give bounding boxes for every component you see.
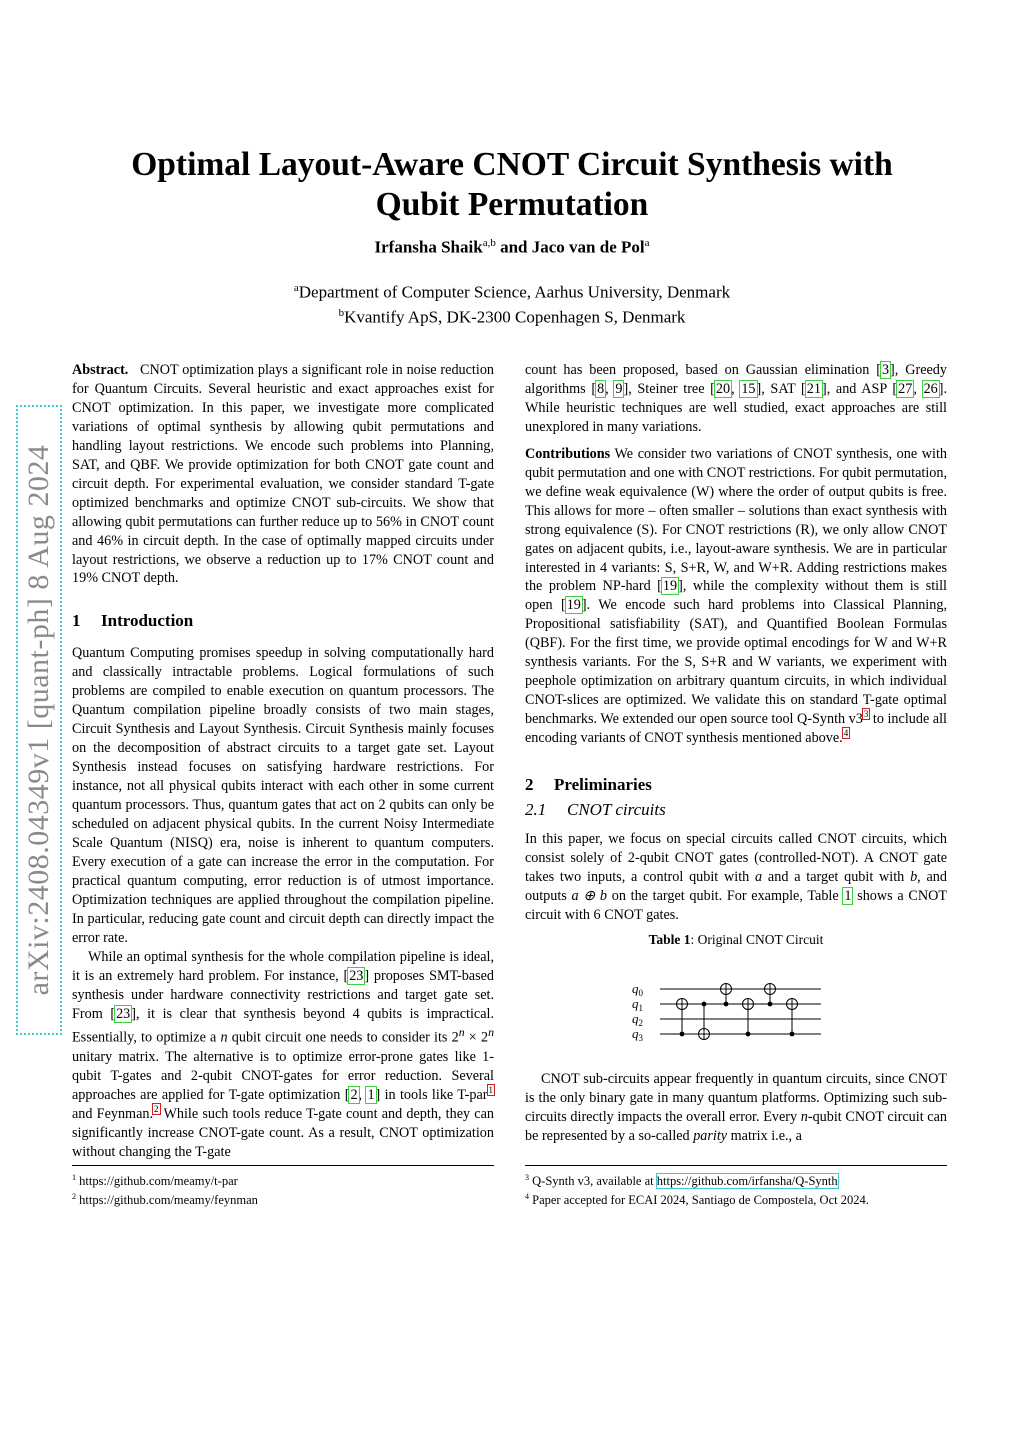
cnot-control-dot (790, 1031, 795, 1036)
citation-link[interactable]: 3 (881, 362, 890, 378)
right-column (525, 361, 947, 1146)
affiliations (0, 278, 1024, 327)
abstract: Abstract. CNOT optimization plays a significant role in noise reduction for Quantum Circuits. Several heuristic and exact approaches exist for CNOT optimization. In this paper, we investigate more complicated variations of optimal synthesis by allowing qubit permutations and handling layout restrictions. We encode such problems into Planning, SAT, and QBF. We provide optimization for both CNOT gate count and circuit depth. For experimental evaluation, we consider standard T-gate optimized benchmarks and optimize CNOT sub-circuits. We show that allowing qubit permutations can further reduce up to 56% in CNOT count and 46% in circuit depth. In the case of optimally mapped circuits under layout restrictions, we observe a reduction up to 17% CNOT count and 19% CNOT depth. (72, 362, 495, 587)
affiliation-1: $^a$Department of Computer Science, Aarhus University, Denmark (293, 282, 731, 302)
footnotes-left (72, 1170, 258, 1208)
footnote-link[interactable]: 1 (488, 1085, 494, 1096)
qubit-label: $q_2$ (632, 1010, 643, 1028)
prelim-paragraph-1: In this paper, we focus on special circuits called CNOT circuits, which consist solely of 2-qubit CNOT gates (controlled-NOT). A CNOT gate takes two inputs, a control qubit with a and a target qubit with b, and outputs a ⊕ b on the target qubit. For example, Table 1 shows a CNOT circuit with 6 CNOT gates. (525, 830, 948, 923)
footnote-link[interactable]: 3 (863, 709, 869, 720)
cnot-control-dot (746, 1031, 751, 1036)
qubit-label: $q_3$ (632, 1025, 643, 1043)
citation-link[interactable]: 23 (349, 967, 364, 984)
cnot-control-dot (724, 1001, 729, 1006)
citation-link[interactable]: 23 (116, 1005, 131, 1022)
table-1-caption: Table 1: Original CNOT Circuit (648, 931, 824, 947)
cnot-control-dot (768, 1001, 773, 1006)
citation-link[interactable]: 2 (350, 1087, 358, 1104)
arxiv-id: arXiv:2408.04349v1 [quant-ph] 8 Aug 2024 (22, 444, 55, 996)
cnot-control-dot (680, 1031, 685, 1036)
contributions-paragraph: Contributions We consider two variations of CNOT synthesis, one with qubit permutation and one with CNOT restrictions. For qubit permutation, we define weak equivalence (W) where the order of output qubits is free. This allows for more – often smaller – solutions than exact synthesis with strong equivalence (S). For CNOT restrictions (R), we only allow CNOT gates on adjacent qubits, i.e., layout-aware synthesis. We are in particular interested in 4 variants: S, S+R, W, and W+R. Adding restrictions makes the problem NP-hard [19], while the complexity without them is still open [19]. We encode such hard problems into Classical Planning, Propositional satisfiability (SAT), and Quantified Boolean Formulas (QBF). For the first time, we provide optimal encodings for W and W+R synthesis variants. For the S, S+R and W variants, we experiment with peephole optimization on arbitrary quantum circuits, in which individual CNOT-slices are optimized. We validate this on standard T-gate optimal benchmarks. We extended our open source tool Q-Synth v3$^3$ to include all encoding variants of CNOT synthesis mentioned above.$^4$ (525, 445, 947, 747)
footnote-rule-left (72, 1165, 494, 1166)
authors: Irfansha Shaik$^{a,b}$ and Jaco van de Pol$^a$ (374, 237, 650, 257)
intro-paragraph-2: While an optimal synthesis for the whole compilation pipeline is ideal, it is an extremely hard problem. For instance, [23] proposes SMT-based synthesis under hardware connectivity restrictions and target gate set. From [23], it is clear that synthesis beyond 4 qubits is impractical. Essentially, to optimize a n qubit circuit one needs to consider its $2^n \times 2^n$ unitary matrix. The alternative is to optimize error-prone gates like 1-qubit T-gates and 2-qubit CNOT-gates for error reduction. Several approaches are applied for T-gate optimization [2, 1] in tools like T-par$^1$ and Feynman.$^2$ While such tools reduce T-gate count and depth, they can significantly increase CNOT-gate count. As a result, CNOT optimization without changing the T-gate (72, 948, 494, 1160)
qubit-label: $q_1$ (632, 995, 643, 1013)
citation-link[interactable]: 26 (923, 380, 938, 397)
related-work-paragraph: count has been proposed, based on Gaussian elimination [3], Greedy algorithms [8, 9], Steiner tree [20, 15], SAT [21], and ASP [27, 26]. While heuristic techniques are well studied, exact approaches are still unexplored in many variations. (525, 362, 948, 435)
citation-link[interactable]: 20 (715, 380, 731, 397)
left-column (72, 361, 494, 1162)
footnote-3: $^3$ Q-Synth v3, available at https://github.com/irfansha/Q-Synth (525, 1173, 838, 1189)
table-link[interactable]: 1 (844, 887, 852, 904)
paper-title: Optimal Layout-Aware CNOT Circuit Synthesis with Qubit Permutation (131, 146, 893, 223)
author-1: Irfansha Shaik (374, 237, 483, 257)
citation-link[interactable]: 15 (741, 380, 756, 397)
footnote-1: $^1$ https://github.com/meamy/t-par (72, 1173, 238, 1189)
citation-link[interactable]: 19 (662, 578, 678, 595)
prelim-paragraph-2: CNOT sub-circuits appear frequently in quantum circuits, since CNOT is the only binary gate in many quantum platforms. Optimizing such sub-circuits directly impacts the overall error. Every n-qubit CNOT circuit can be represented by a so-called parity matrix i.e., a (525, 1070, 947, 1144)
subsection-2-1-heading: 2.1 CNOT circuits (525, 800, 666, 820)
footnotes-right (525, 1170, 869, 1208)
qubit-label: $q_0$ (632, 980, 643, 998)
footnote-link[interactable]: 2 (154, 1104, 159, 1115)
footnote-2: $^2$ https://github.com/meamy/feynman (72, 1192, 258, 1208)
citation-link[interactable]: 9 (615, 380, 623, 397)
footnote-link[interactable]: 4 (843, 728, 849, 739)
author-2: and Jaco van de Pol (500, 237, 645, 257)
footnote-rule-right (525, 1165, 947, 1166)
citation-link[interactable]: 21 (806, 380, 821, 397)
arxiv-stamp (16, 405, 62, 1035)
section-1-heading: 1 Introduction (72, 611, 194, 631)
intro-paragraph-1: Quantum Computing promises speedup in solving computationally hard and classically intractable problems. Logical formulations of such problems are compiled to enable execution on quantum processors. The Quantum compilation pipeline broadly consists of two main stages, Circuit Synthesis and Layout Synthesis. Circuit Synthesis mainly focuses on the decomposition of abstract circuits to a target gate set. Layout Synthesis instead focuses on satisfying hardware restrictions. For instance, not all physical qubits interact with each other in some current quantum processors. Thus, quantum gates that act on 2 qubits can only be scheduled on adjacent physical qubits. In the current Noisy Intermediate Scale Quantum (NISQ) era, noise is inherent to quantum computers. Every execution of a gate can increase the error in the computation. For practical quantum computing, error reduction is of utmost importance. Optimization techniques are applied throughout the compilation pipeline. In particular, reducing gate count and circuit depth can directly impact the error rate. (72, 645, 494, 946)
q-synth-url-link[interactable]: https://github.com/irfansha/Q-Synth (656, 1174, 838, 1189)
citation-link[interactable]: 8 (597, 380, 605, 397)
citation-link[interactable]: 19 (566, 597, 581, 614)
citation-link[interactable]: 1 (367, 1087, 375, 1104)
section-2-heading: 2 Preliminaries (525, 775, 652, 795)
cnot-control-dot (702, 1001, 707, 1006)
citation-link[interactable]: 27 (898, 380, 913, 397)
cnot-circuit-diagram (525, 954, 947, 1054)
footnote-4: $^4$ Paper accepted for ECAI 2024, Santiago de Compostela, Oct 2024. (525, 1192, 869, 1208)
affiliation-2: $^b$Kvantify ApS, DK-2300 Copenhagen S, Denmark (338, 306, 686, 327)
cnot-circuit-figure (525, 954, 947, 1054)
